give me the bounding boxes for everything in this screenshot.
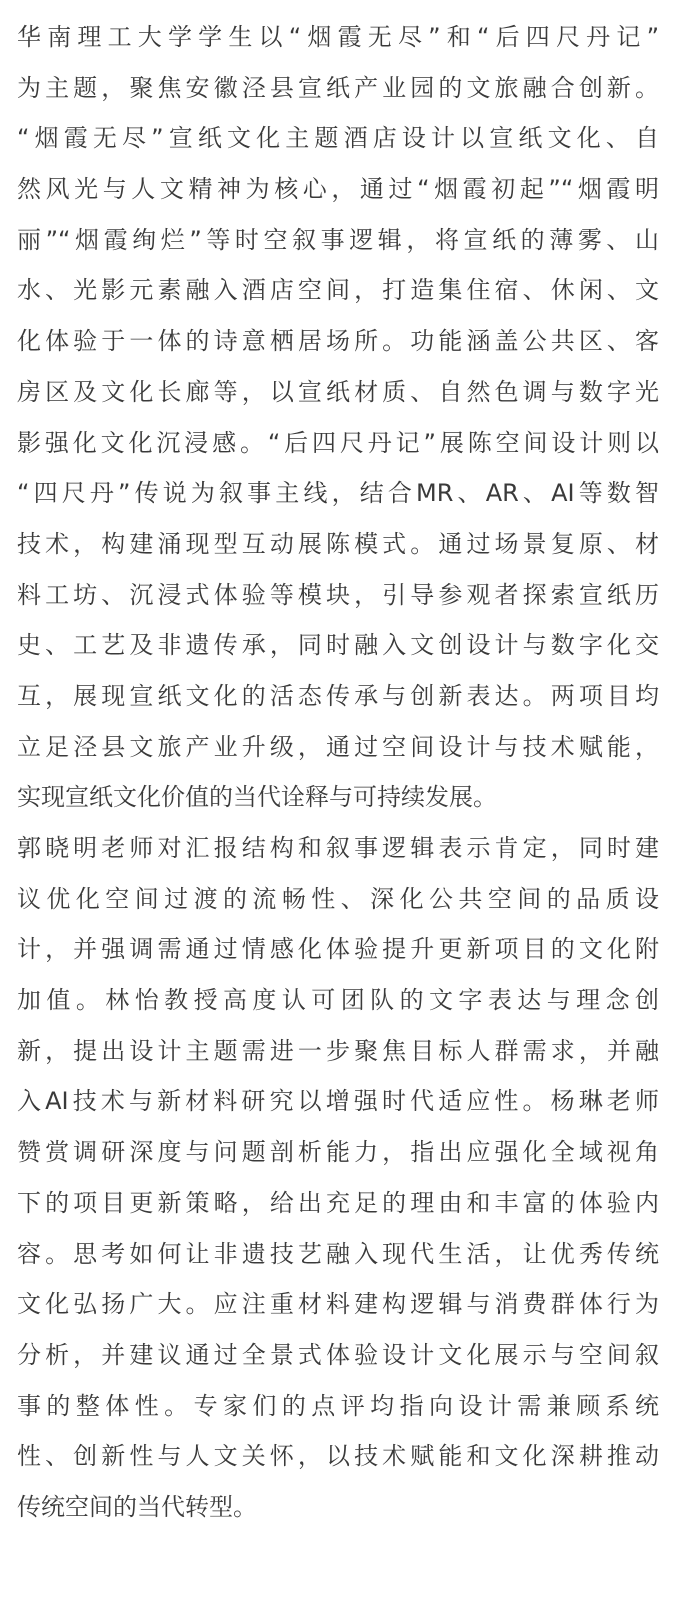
text-line: 文化弘扬广大。应注重材料建构逻辑与消费群体行为	[17, 1290, 659, 1319]
text-line: 影强化文化沉浸感。“后四尺丹记”展陈空间设计则以	[17, 428, 659, 457]
text-line: 水、光影元素融入酒店空间，打造集住宿、休闲、文	[17, 276, 659, 305]
text-line: 新，提出设计主题需进一步聚焦目标人群需求，并融	[17, 1036, 659, 1065]
text-line: 赞赏调研深度与问题剖析能力，指出应强化全域视角	[17, 1138, 659, 1167]
text-line: 然风光与人文精神为核心，通过“烟霞初起”“烟霞明	[17, 175, 659, 204]
text-line: 容。思考如何让非遗技艺融入现代生活，让优秀传统	[17, 1239, 659, 1268]
text-line: 互，展现宣纸文化的活态传承与创新表达。两项目均	[17, 681, 659, 710]
text-line: 传统空间的当代转型。	[17, 1492, 257, 1521]
text-line: 计，并强调需通过情感化体验提升更新项目的文化附	[17, 935, 659, 964]
text-line: 分析，并建议通过全景式体验设计文化展示与空间叙	[17, 1340, 659, 1369]
text-line: 实现宣纸文化价值的当代诠释与可持续发展。	[17, 783, 497, 812]
text-line: 史、工艺及非遗传承，同时融入文创设计与数字化交	[17, 631, 659, 660]
text-line: 事的整体性。专家们的点评均指向设计需兼顾系统	[17, 1391, 659, 1420]
text-line: 技术，构建涌现型互动展陈模式。通过场景复原、材	[17, 529, 659, 558]
text-line: 性、创新性与人文关怀，以技术赋能和文化深耕推动	[17, 1442, 659, 1471]
text-line: 为主题，聚焦安徽泾县宣纸产业园的文旅融合创新。	[17, 73, 659, 102]
text-line: 加值。林怡教授高度认可团队的文字表达与理念创	[17, 986, 659, 1015]
article-body	[17, 12, 659, 1533]
text-line: 丽”“烟霞绚烂”等时空叙事逻辑，将宣纸的薄雾、山	[17, 225, 659, 254]
text-line: 料工坊、沉浸式体验等模块，引导参观者探索宣纸历	[17, 580, 659, 609]
paragraph-projects	[17, 113, 659, 823]
text-line: “四尺丹”传说为叙事主线，结合MR、AR、AI等数智	[17, 479, 659, 508]
text-line: 立足泾县文旅产业升级，通过空间设计与技术赋能，	[17, 732, 659, 761]
text-line: 郭晓明老师对汇报结构和叙事逻辑表示肯定，同时建	[17, 834, 659, 862]
text-line: 入AI技术与新材料研究以增强时代适应性。杨琳老师	[17, 1087, 659, 1116]
text-line: 下的项目更新策略，给出充足的理由和丰富的体验内	[17, 1188, 659, 1217]
text-line: 议优化空间过渡的流畅性、深化公共空间的品质设	[17, 884, 659, 913]
text-line: 房区及文化长廊等，以宣纸材质、自然色调与数字光	[17, 377, 659, 406]
paragraph-intro	[17, 12, 659, 113]
text-line: 华南理工大学学生以“烟霞无尽”和“后四尺丹记”	[17, 23, 659, 51]
text-line: 化体验于一体的诗意栖居场所。功能涵盖公共区、客	[17, 327, 659, 356]
paragraph-comments	[17, 823, 659, 1533]
text-line: “烟霞无尽”宣纸文化主题酒店设计以宣纸文化、自	[17, 124, 659, 153]
